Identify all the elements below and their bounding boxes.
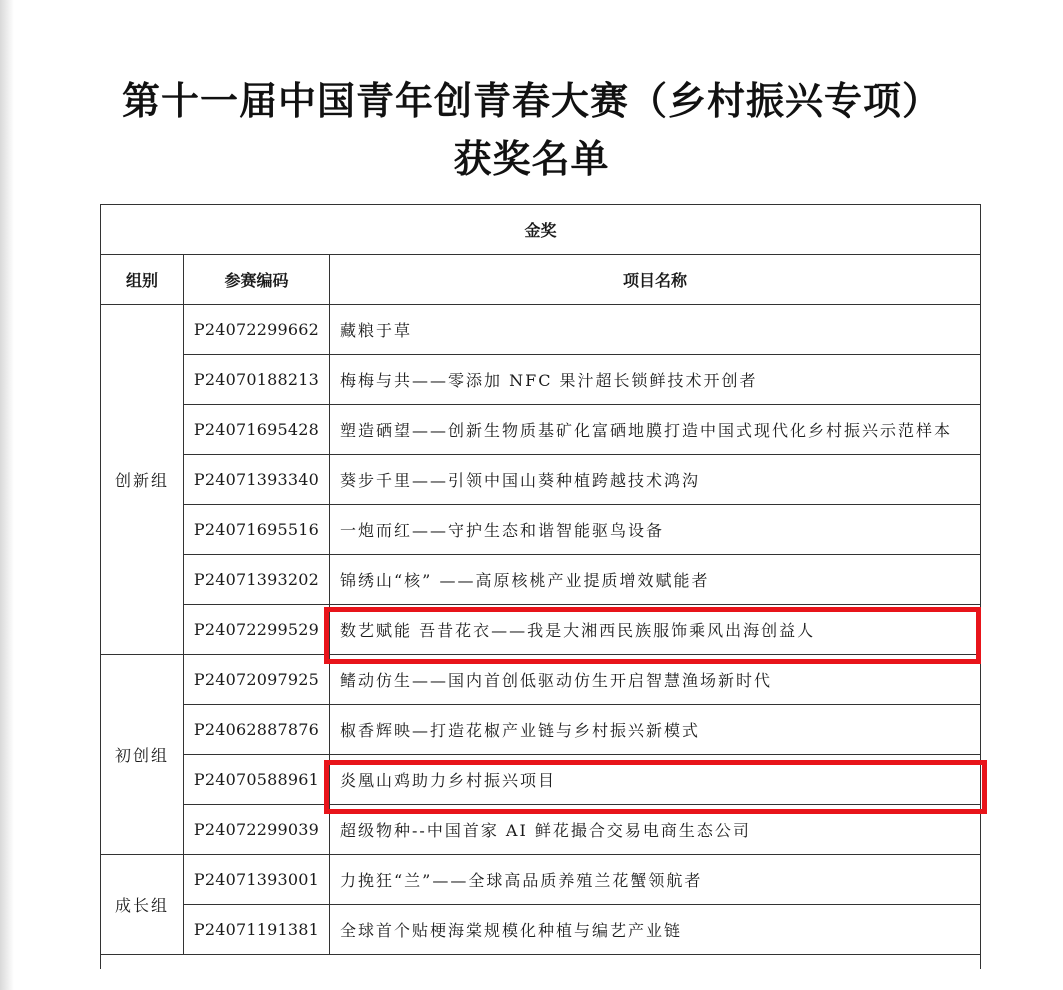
- entry-code: P24071191381: [184, 905, 330, 955]
- table-row: [101, 555, 981, 605]
- table-row: [101, 755, 981, 805]
- partial-cell: [101, 955, 981, 969]
- entry-code: P24072299529: [184, 605, 330, 655]
- entry-code: P24071695428: [184, 405, 330, 455]
- table-row: [101, 355, 981, 405]
- document-subtitle: 获奖名单: [453, 137, 610, 181]
- table-row: [101, 455, 981, 505]
- project-name: 藏粮于草: [330, 305, 981, 355]
- project-name: 超级物种--中国首家 AI 鲜花撮合交易电商生态公司: [330, 805, 981, 855]
- header-code: 参赛编码: [184, 255, 330, 305]
- group-label: 成长组: [101, 855, 184, 955]
- table-row: [101, 505, 981, 555]
- table-row: [101, 655, 981, 705]
- project-name: 梅梅与共——零添加 NFC 果汁超长锁鲜技术开创者: [330, 355, 981, 405]
- project-name: 椒香辉映—打造花椒产业链与乡村振兴新模式: [330, 705, 981, 755]
- table-row: [101, 705, 981, 755]
- project-name: 塑造硒望——创新生物质基矿化富硒地膜打造中国式现代化乡村振兴示范样本: [330, 405, 981, 455]
- award-level-row: [101, 205, 981, 255]
- entry-code: P24072299039: [184, 805, 330, 855]
- entry-code: P24062887876: [184, 705, 330, 755]
- group-label: 初创组: [101, 655, 184, 855]
- table-row-partial: [101, 955, 981, 969]
- header-name: 项目名称: [330, 255, 981, 305]
- header-row: [101, 255, 981, 305]
- award-level: 金奖: [101, 205, 981, 255]
- project-name: 锦绣山“核” ——高原核桃产业提质增效赋能者: [330, 555, 981, 605]
- entry-code: P24070588961: [184, 755, 330, 805]
- table-row: [101, 305, 981, 355]
- table-row: [101, 855, 981, 905]
- table-row: [101, 605, 981, 655]
- project-name: 力挽狂“兰”——全球高品质养殖兰花蟹领航者: [330, 855, 981, 905]
- project-name: 数艺赋能 吾昔花衣——我是大湘西民族服饰乘风出海创益人: [330, 605, 981, 655]
- project-name: 鳍动仿生——国内首创低驱动仿生开启智慧渔场新时代: [330, 655, 981, 705]
- entry-code: P24072097925: [184, 655, 330, 705]
- document-title: 第十一届中国青年创青春大赛（乡村振兴专项）: [121, 79, 941, 123]
- table-row: [101, 805, 981, 855]
- entry-code: P24070188213: [184, 355, 330, 405]
- header-group: 组别: [101, 255, 184, 305]
- award-table-body: [101, 205, 981, 969]
- project-name: 炎凰山鸡助力乡村振兴项目: [330, 755, 981, 805]
- table-row: [101, 405, 981, 455]
- entry-code: P24071393340: [184, 455, 330, 505]
- project-name: 全球首个贴梗海棠规模化种植与编艺产业链: [330, 905, 981, 955]
- entry-code: P24071695516: [184, 505, 330, 555]
- project-name: 一炮而红——守护生态和谐智能驱鸟设备: [330, 505, 981, 555]
- project-name: 葵步千里——引领中国山葵种植跨越技术鸿沟: [330, 455, 981, 505]
- entry-code: P24071393001: [184, 855, 330, 905]
- table-row: [101, 905, 981, 955]
- entry-code: P24072299662: [184, 305, 330, 355]
- entry-code: P24071393202: [184, 555, 330, 605]
- award-table: [100, 204, 981, 969]
- group-label: 创新组: [101, 305, 184, 655]
